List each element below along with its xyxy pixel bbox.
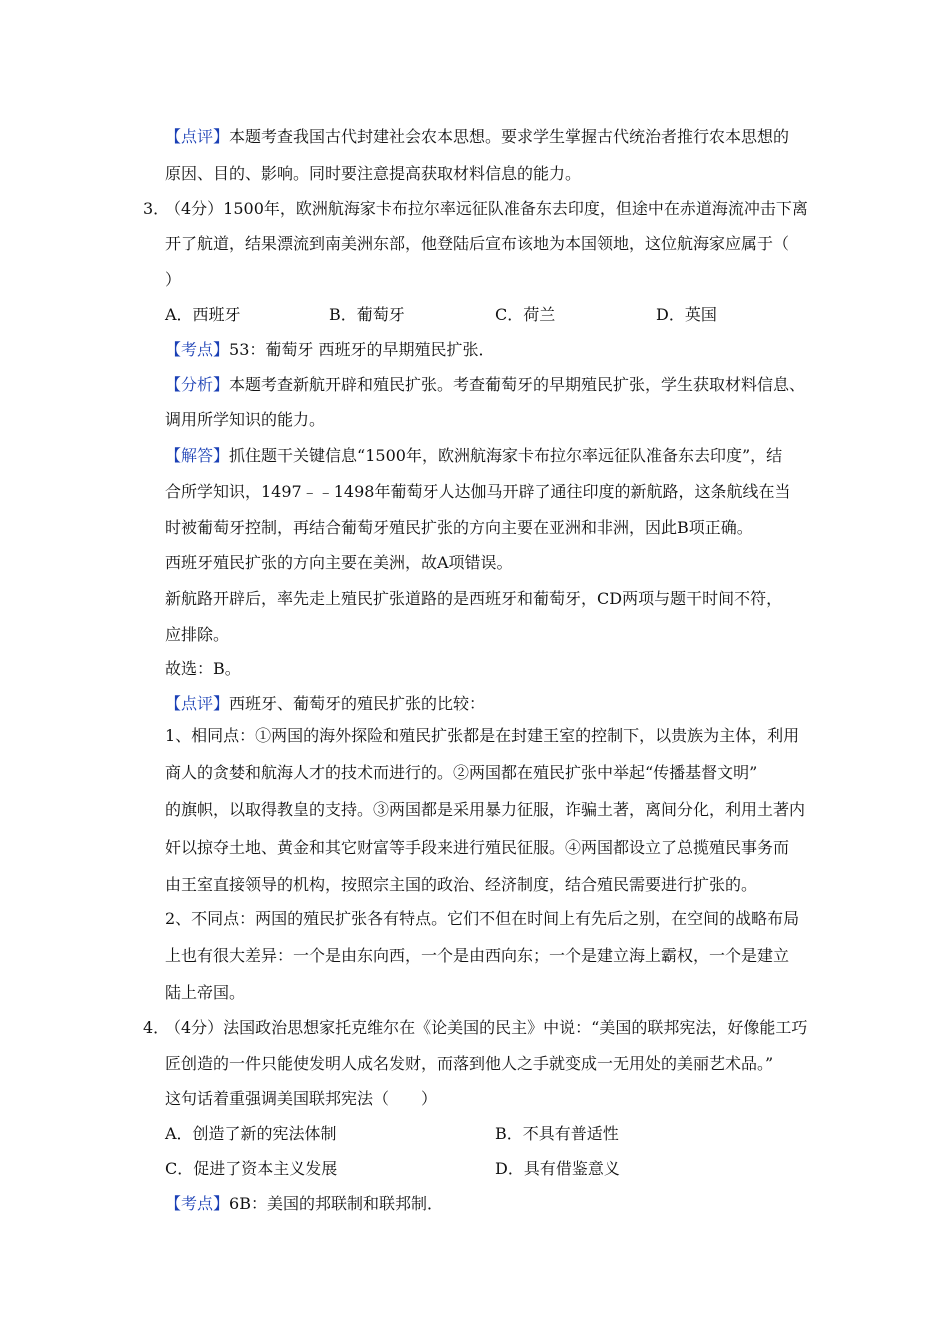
- jieda-line: 西班牙殖民扩张的方向主要在美洲，故A项错误。: [165, 553, 513, 572]
- fenxi-tag: 【分析】: [165, 375, 230, 394]
- kaodian-line: 【考点】6B：美国的邦联制和联邦制．: [165, 1194, 443, 1213]
- jieda-line: 故选：B。: [165, 659, 241, 678]
- jieda-line: 时被葡萄牙控制，再结合葡萄牙殖民扩张的方向主要在亚洲和非洲，因此B项正确。: [165, 518, 753, 537]
- dianping-line: 商人的贪婪和航海人才的技术而进行的。②两国都在殖民扩张中举起“传播基督文明”: [165, 763, 758, 782]
- jieda-line: 合所学知识，1497﹣﹣1498年葡萄牙人达伽马开辟了通往印度的新航路，这条航线在当: [165, 482, 791, 501]
- jieda-line: 【解答】抓住题干关键信息“1500年，欧洲航海家卡布拉尔率远征队准备东去印度”，结: [165, 446, 783, 465]
- dianping-line: 上也有很大差异：一个是由东向西，一个是由西向东；一个是建立海上霸权，一个是建立: [165, 946, 790, 965]
- option-d: D．英国: [656, 305, 717, 324]
- question-stem-line: （4分）1500年，欧洲航海家卡布拉尔率远征队准备东去印度，但途中在赤道海流冲击下离: [165, 199, 808, 218]
- question-stem-line: ）: [165, 270, 182, 289]
- option-c: C．荷兰: [495, 305, 556, 324]
- option-a: A．西班牙: [165, 305, 241, 324]
- dianping-line: 由王室直接领导的机构，按照宗主国的政治、经济制度，结合殖民需要进行扩张的。: [165, 875, 758, 894]
- dianping-line: 陆上帝国。: [165, 983, 246, 1002]
- dianping-line: 【点评】西班牙、葡萄牙的殖民扩张的比较：: [165, 694, 486, 713]
- kaodian-tag: 【考点】: [165, 340, 230, 359]
- dianping-line: 2、不同点：两国的殖民扩张各有特点。它们不但在时间上有先后之别，在空间的战略布局: [165, 909, 800, 928]
- question-stem-line: 匠创造的一件只能使发明人成名发财，而落到他人之手就变成一无用处的美丽艺术品。”: [165, 1054, 774, 1073]
- dianping-line: 奸以掠夺土地、黄金和其它财富等手段来进行殖民征服。④两国都设立了总揽殖民事务而: [165, 838, 790, 857]
- option-b: B．不具有普适性: [495, 1124, 619, 1143]
- dianping-line: 1、相同点：①两国的海外探险和殖民扩张都是在封建王室的控制下，以贵族为主体，利用: [165, 726, 800, 745]
- option-c: C．促进了资本主义发展: [165, 1159, 338, 1178]
- fenxi-line: 【分析】本题考查新航开辟和殖民扩张。考查葡萄牙的早期殖民扩张，学生获取材料信息、: [165, 375, 806, 394]
- jieda-line: 应排除。: [165, 625, 230, 644]
- dianping-line: 的旗帜，以取得教皇的支持。③两国都是采用暴力征服，诈骗土著，离间分化，利用土著内: [165, 800, 806, 819]
- question-stem-line: 开了航道，结果漂流到南美洲东部，他登陆后宣布该地为本国领地，这位航海家应属于（: [165, 234, 790, 253]
- kaodian-line: 【考点】53：葡萄牙 西班牙的早期殖民扩张．: [165, 340, 495, 359]
- review-line: 【点评】本题考查我国古代封建社会农本思想。要求学生掌握古代统治者推行农本思想的: [165, 127, 790, 146]
- fenxi-line: 调用所学知识的能力。: [165, 410, 326, 429]
- jieda-line: 新航路开辟后，率先走上殖民扩张道路的是西班牙和葡萄牙，CD两项与题干时间不符，: [165, 589, 783, 608]
- question-stem-line: 这句话着重强调美国联邦宪法（ ）: [165, 1089, 438, 1108]
- review-tag: 【点评】: [165, 127, 230, 146]
- dianping-tag: 【点评】: [165, 694, 230, 713]
- question-stem-line: （4分）法国政治思想家托克维尔在《论美国的民主》中说：“美国的联邦宪法，好像能工巧: [165, 1018, 808, 1037]
- question-number: 4．: [143, 1018, 170, 1037]
- question-number: 3．: [143, 199, 170, 218]
- option-b: B．葡萄牙: [329, 305, 405, 324]
- jieda-tag: 【解答】: [165, 446, 230, 465]
- option-a: A．创造了新的宪法体制: [165, 1124, 337, 1143]
- option-d: D．具有借鉴意义: [495, 1159, 620, 1178]
- review-line: 原因、目的、影响。同时要注意提高获取材料信息的能力。: [165, 164, 582, 183]
- kaodian-tag: 【考点】: [165, 1194, 230, 1213]
